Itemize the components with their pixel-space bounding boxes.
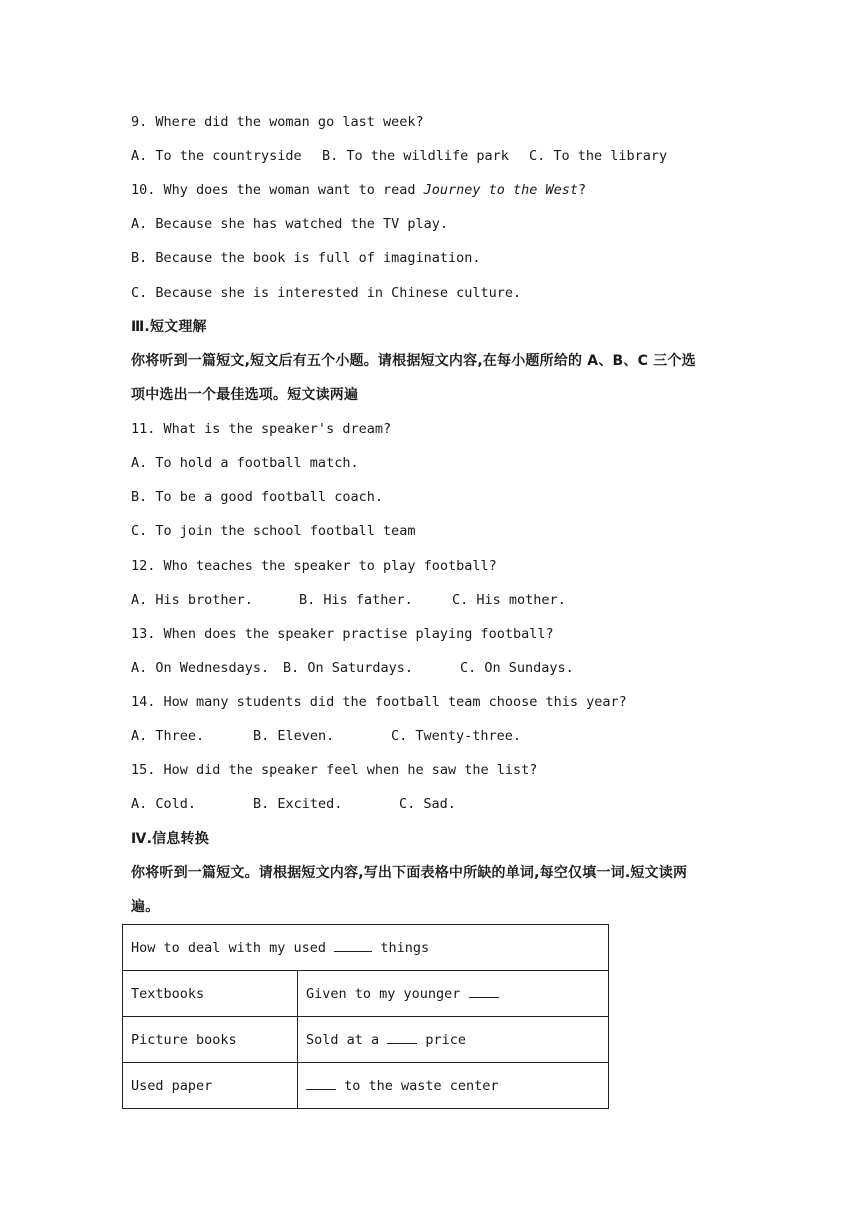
q12-option-a: A. His brother. bbox=[131, 592, 253, 608]
q10-option-b: B. Because the book is full of imagination. bbox=[131, 250, 481, 266]
q10-book-title: Journey to the West bbox=[423, 182, 579, 198]
q14-option-b: B. Eleven. bbox=[253, 728, 335, 744]
q11-option-a: A. To hold a football match. bbox=[131, 455, 359, 471]
q12-option-b: B. His father. bbox=[299, 592, 413, 608]
table-row-label: Used paper bbox=[123, 1063, 298, 1109]
question-9-options bbox=[131, 147, 668, 165]
q10-option-c: C. Because she is interested in Chinese culture. bbox=[131, 285, 522, 301]
question-14: 14. How many students did the football team choose this year? bbox=[131, 694, 627, 710]
table-row bbox=[123, 971, 609, 1017]
question-11: 11. What is the speaker's dream? bbox=[131, 421, 392, 437]
section-4-instruction-line2: 遍。 bbox=[131, 899, 160, 915]
row2-text-pre: Sold at a bbox=[306, 1032, 388, 1048]
row2-text-post: price bbox=[417, 1032, 467, 1048]
q11-option-c: C. To join the school football team bbox=[131, 523, 416, 539]
table-title-cell bbox=[123, 925, 609, 971]
question-9: 9. Where did the woman go last week? bbox=[131, 114, 424, 130]
section-4-instruction-line1: 你将听到一篇短文。请根据短文内容,写出下面表格中所缺的单词,每空仅填一词.短文读两 bbox=[131, 865, 688, 881]
question-13-options bbox=[131, 659, 574, 677]
row3-text-post: to the waste center bbox=[336, 1078, 499, 1094]
q9-option-b: B. To the wildlife park bbox=[322, 148, 509, 164]
question-14-options bbox=[131, 727, 522, 745]
table-row bbox=[123, 1017, 609, 1063]
table-row bbox=[123, 1063, 609, 1109]
table-row-label: Picture books bbox=[123, 1017, 298, 1063]
table-row-value bbox=[298, 1017, 609, 1063]
q10-option-a: A. Because she has watched the TV play. bbox=[131, 216, 448, 232]
section-4-heading: Ⅳ.信息转换 bbox=[131, 831, 209, 847]
answer-blank-2[interactable] bbox=[469, 985, 499, 998]
table-row-value bbox=[298, 1063, 609, 1109]
info-table bbox=[122, 924, 609, 1109]
q10-text-post: ? bbox=[578, 182, 587, 198]
question-12: 12. Who teaches the speaker to play football? bbox=[131, 558, 497, 574]
answer-blank-1[interactable] bbox=[334, 939, 372, 952]
section-3-instruction-line2: 项中选出一个最佳选项。短文读两遍 bbox=[131, 387, 359, 403]
question-13: 13. When does the speaker practise playing football? bbox=[131, 626, 554, 642]
q14-option-a: A. Three. bbox=[131, 728, 205, 744]
section-3-instruction-line1: 你将听到一篇短文,短文后有五个小题。请根据短文内容,在每小题所给的 A、B、C 三个选 bbox=[131, 353, 696, 369]
q15-option-c: C. Sad. bbox=[399, 796, 456, 812]
answer-blank-4[interactable] bbox=[306, 1077, 336, 1090]
answer-blank-3[interactable] bbox=[387, 1031, 417, 1044]
q14-option-c: C. Twenty-three. bbox=[391, 728, 522, 744]
q9-option-c: C. To the library bbox=[529, 148, 668, 164]
q11-option-b: B. To be a good football coach. bbox=[131, 489, 383, 505]
q15-option-a: A. Cold. bbox=[131, 796, 197, 812]
table-row-label: Textbooks bbox=[123, 971, 298, 1017]
table-title-row bbox=[123, 925, 609, 971]
q9-option-a: A. To the countryside bbox=[131, 148, 302, 164]
q13-option-c: C. On Sundays. bbox=[460, 660, 574, 676]
q13-option-a: A. On Wednesdays. bbox=[131, 660, 270, 676]
table-title-post: things bbox=[372, 940, 430, 956]
question-12-options bbox=[131, 591, 566, 609]
table-title-pre: How to deal with my used bbox=[131, 940, 335, 956]
q13-option-b: B. On Saturdays. bbox=[283, 660, 414, 676]
question-15: 15. How did the speaker feel when he saw the list? bbox=[131, 762, 538, 778]
table-row-value bbox=[298, 971, 609, 1017]
row1-text-pre: Given to my younger bbox=[306, 986, 469, 1002]
question-15-options bbox=[131, 795, 456, 813]
q12-option-c: C. His mother. bbox=[452, 592, 566, 608]
q10-text-pre: 10. Why does the woman want to read bbox=[131, 182, 424, 198]
q15-option-b: B. Excited. bbox=[253, 796, 343, 812]
section-3-heading: Ⅲ.短文理解 bbox=[131, 319, 207, 335]
question-10 bbox=[131, 181, 586, 199]
